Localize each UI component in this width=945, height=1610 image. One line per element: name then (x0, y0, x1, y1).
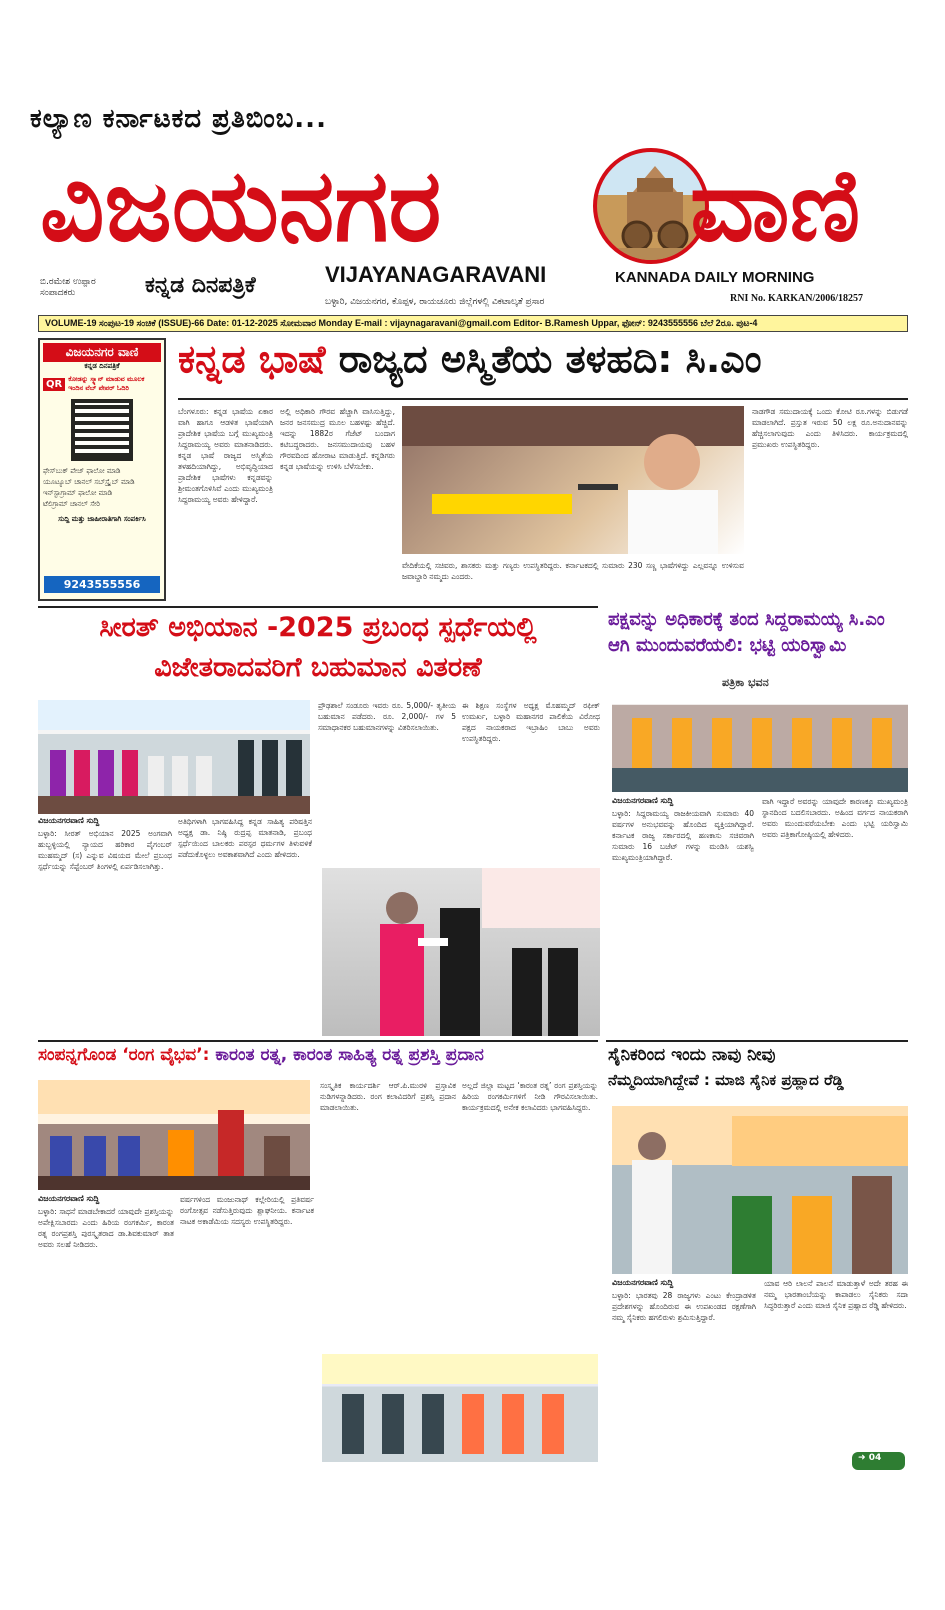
circulation-districts: ಬಳ್ಳಾರಿ, ವಿಜಯನಗರ, ಕೊಪ್ಪಳ, ರಾಯಚೂರು ಜಿಲ್ಲೆಗಳಲ್ಲಿ ವಿಕಟಾಲ್ಕತೆ ಪ್ರಸಾರ (325, 297, 545, 307)
page-number-badge[interactable] (852, 1452, 905, 1470)
promo-title: ವಿಜಯನಗರ ವಾಣಿ (43, 343, 161, 362)
qr-instructions: ಕೋಡನ್ನು ಸ್ಕ್ಯಾನ್ ಮಾಡುವ ಮೂಲಕ ಇಂದಿನ ವೆಬ್ ಪೇಪರ್ ಓದಿರಿ (68, 375, 145, 392)
editor-block (40, 277, 96, 299)
story2-col2-cont (178, 866, 316, 1036)
masthead-name-left: ವಿಜಯನಗರ (40, 146, 442, 264)
story4-col4: ಅಲ್ಲದೆ ಜಿಲ್ಲಾ ಮಟ್ಟದ ‘ಕಾರಂತ ರತ್ನ’ ರಂಗ ಪ್ರಶಸ್ತಿಯನ್ನು ಹಿರಿಯ ರಂಗಕರ್ಮಿಗಳಿಗೆ ನೀಡಿ ಗೌರವಿಸಲಾಯಿತು. ಕಾರ್ಯಕ್ರಮದಲ್ಲಿ ಅನೇಕ ಕಲಾವಿದರು ಭಾಗವಹಿಸಿದ್ದರು. (462, 1081, 598, 1112)
story4-col3: ಸಂಸ್ಕೃತಿಕ ಕಾರ್ಯದರ್ಶಿ ಆರ್.ಪಿ.ಮುರಳಿ ಪ್ರಸ್ತಾವಿಕ ನುಡಿಗಳನ್ನಾಡಿದರು. ರಂಗ ಕಲಾವಿದರಿಗೆ ಪ್ರಶಸ್ತಿ ಪ್ರದಾನ ಮಾಡಲಾಯಿತು. (320, 1081, 456, 1112)
story3-col1: ಬಳ್ಳಾರಿ: ಸಿದ್ದರಾಮಯ್ಯ ರಾಜಕೀಯವಾಗಿ ಸುಮಾರು 40 ವರ್ಷಗಳ ಅನುಭವವನ್ನು ಹೊಂದಿದ ವ್ಯಕ್ತಿಯಾಗಿದ್ದಾರೆ. ಕರ್ನಾಟಕ ರಾಜ್ಯ ಸರ್ಕಾರದಲ್ಲಿ ಹಣಕಾಸು ಸಚಿವರಾಗಿ ಸುಮಾರು 16 ಬಜೆಟ್ ಗಳನ್ನು ಮಂಡಿಸಿ ಯಶಸ್ವಿ ಮುಖ್ಯಮಂತ್ರಿಯಾಗಿದ್ದಾರೆ. (612, 809, 754, 862)
editor-role: ಸಂಪಾದಕರು (40, 288, 76, 298)
story4-headline (38, 1046, 598, 1066)
divider (606, 1040, 908, 1042)
story1-col1: ಬೆಂಗಳೂರು: ಕನ್ನಡ ಭಾಷೆಯ ಏಕಾರ ವಾಗಿ ಹಾಗೂ ಆಡಳಿತ ಭಾಷೆಯಾಗಿ ಪ್ರಾದೇಶಿಕ ಭಾಷೆಯ ಬಗ್ಗೆ ಮುಖ್ಯಮಂತ್ರಿ ಸಿದ್ದರಾಮಯ್ಯ ಅವರು ಮಾತನಾಡಿದರು. ಕನ್ನಡ ಭಾಷೆ ರಾಜ್ಯದ ಅಸ್ಮಿತೆಯ ತಳಹದಿಯಾಗಿದ್ದು, ಅಭಿವೃದ್ಧಿಯಾದ ಪ್ರಾದೇಶಿಕ ಭಾಷೆಗಳು ಕನ್ನಡವನ್ನು ಶ್ರೀಮಂತಗೊಳಿಸಿವೆ ಎಂದು ಮುಖ್ಯಮಂತ್ರಿ ಸಿದ್ದರಾಮಯ್ಯ ಅವರು ಹೇಳಿದ್ದಾರೆ. (178, 407, 273, 504)
story1-col4: ನಾಡಗೌಡ ಸಮುದಾಯಕ್ಕೆ ಒಂದು ಕೋಟಿ ರೂ.ಗಳನ್ನು ಬಿಡುಗಡೆ ಮಾಡಲಾಗಿದೆ. ಪ್ರಸ್ತುತ ಇರುವ 50 ಲಕ್ಷ ರೂ.ಅನುದಾನವನ್ನು ಹೆಚ್ಚಿಸಲಾಗುವುದು ಎಂದು ತಿಳಿಸಿದರು. ಕಾರ್ಯಕ್ರಮದಲ್ಲಿ ಪ್ರಮುಖರು ಉಪಸ್ಥಿತರಿದ್ದರು. (752, 407, 908, 449)
promo-phone[interactable]: 9243555556 (44, 576, 160, 593)
story3-col2: ವಾಗಿ ಇದ್ದಾರೆ ಅವರನ್ನು ಯಾವುದೇ ಕಾರಣಕ್ಕೂ ಮುಖ್ಯಮಂತ್ರಿ ಸ್ಥಾನದಿಂದ ಬದಲಿಸಬಾರದು. ಅಹಿಂದ ವರ್ಗದ ನಾಯಕರಾಗಿ ಅವರು ಮುಂದುವರೆಯಬೇಕು ಎಂದು ಭಟ್ಟಿ ಯರಿಸ್ವಾಮಿ ಅವರು ಪತ್ರಿಕಾಗೋಷ್ಠಿಯಲ್ಲಿ ಹೇಳಿದರು. (762, 797, 908, 839)
promo-line-telegram[interactable]: ಟೆಲಿಗ್ರಾಮ್ ಚಾನಲ್ ಸೇರಿ (43, 500, 100, 508)
divider (38, 606, 598, 608)
story2-col2: ಅತಿಥಿಗಳಾಗಿ ಭಾಗವಹಿಸಿದ್ದ ಕನ್ನಡ ಸಾಹಿತ್ಯ ಪರಿಷತ್ತಿನ ಅಧ್ಯಕ್ಷ ಡಾ. ನಿಷ್ಠಿ ರುದ್ರಪ್ಪ ಮಾತನಾಡಿ, ಪ್ರಬಂಧ ಸ್ಪರ್ಧೆಯಿಂದ ಬಾಲಕರು ಪರಸ್ಪರ ಧರ್ಮಗಳ ತಿಳುವಳಿಕೆ ಪಡೆದುಕೊಳ್ಳಲು ಅವಕಾಶವಾಗಿದೆ ಎಂದು ಹೇಳಿದರು. (178, 817, 312, 859)
editor-name: ಬಿ.ರಮೇಶ ಉಪ್ಪಾರ (40, 277, 96, 287)
story1-col2: ಅಲ್ಲಿ ಅಧಿಕಾರಿ ಗೌರವ ಹೆಚ್ಚಾಗಿ ವಾಸಿಸುತ್ತಿದ್ದು, ಜನರ ಜನಸಮುದ್ರ ಮೂಲ ಬಹಳಷ್ಟು ಹೆಚ್ಚಿದೆ. ಇದನ್ನು 1882ರ ಗೆಜೆಟ್ ಬಂದಾಗ ಕಟಿಬದ್ಧರಾದರು. ಜನಸಮುದಾಯವು ಬಹಳ ಗೌರವದಿಂದ ಹೋರಾಟ ಮಾಡುತ್ತಿದೆ. ಕನ್ನಡಿಗರು ಕನ್ನಡ ಭಾಷೆಯನ್ನು ಉಳಿಸಿ ಬೆಳೆಸಬೇಕು. (280, 407, 395, 471)
qr-code-icon[interactable] (71, 399, 133, 461)
story5-headline-line2: ನೆಮ್ಮದಿಯಾಗಿದ್ದೇವೆ : ಮಾಜಿ ಸೈನಿಕ ಪ್ರಹ್ಲಾದ ರೆಡ್ಡಿ (608, 1071, 844, 1089)
masthead-tagline: ಕಲ್ಯಾಣ ಕರ್ನಾಟಕದ ಪ್ರತಿಬಿಂಬ... (30, 104, 327, 134)
story1-headline (178, 338, 908, 382)
divider (38, 1040, 598, 1042)
story1-headline-red: ಕನ್ನಡ ಭಾಷೆ (178, 337, 326, 381)
promo-box (38, 338, 166, 601)
issue-info-bar: VOLUME-19 ಸಂಪುಟ-19 ಸಂಚಿಕೆ (ISSUE)-66 Date: 01-12-2025 ಸೋಮವಾರ Monday E-mail : vijaynagaravani@gmail.com Editor- B.Ramesh Uppar, ಫೋನ್: 9243555556 ಬೆಲೆ 2ರೂ. ಪುಟ-4 (38, 315, 908, 332)
story5-photo (612, 1106, 908, 1274)
arrow-right-icon: ➜ (858, 1453, 866, 1463)
masthead (40, 140, 910, 270)
story3-headline-line1: ಪಕ್ಷವನ್ನು ಅಧಿಕಾರಕ್ಕೆ ತಂದ ಸಿದ್ದರಾಮಯ್ಯ ಸಿ.ಎಂ (608, 609, 885, 630)
story2-headline-line1: ಸೀರತ್ ಅಭಿಯಾನ -2025 ಪ್ರಬಂಧ ಸ್ಪರ್ಧೆಯಲ್ಲಿ (99, 612, 537, 643)
story4-headline-black: ಕಾರಂತ ರತ್ನ, ಕಾರಂತ ಸಾಹಿತ್ಯ ರತ್ನ ಪ್ರಶಸ್ತಿ ಪ್ರದಾನ (215, 1045, 484, 1065)
story5-col1: ಬಳ್ಳಾರಿ: ಭಾರತವು 28 ರಾಜ್ಯಗಳು ಎಂಟು ಕೇಂದ್ರಾಡಳಿತ ಪ್ರದೇಶಗಳನ್ನು ಹೊಂದಿರುವ ಈ ಉಪಖಂಡದ ರಕ್ಷಣೆಗಾಗಿ ನಮ್ಮ ಸೈನಿಕರು ಹಗಲಿರುಳು ಶ್ರಮಿಸುತ್ತಿದ್ದಾರೆ. (612, 1291, 756, 1322)
story3-headline-line2: ಆಗಿ ಮುಂದುವರೆಯಲಿ: ಭಟ್ಟಿ ಯರಿಸ್ವಾಮಿ (608, 635, 847, 656)
divider (178, 398, 908, 400)
promo-line-facebook[interactable]: ಫೇಸ್‌ಬುಕ್ ಪೇಜ್ ಫಾಲೋ ಮಾಡಿ (43, 467, 121, 475)
story2-byline: ವಿಜಯನಗರವಾಣಿ ಸುದ್ದಿ (38, 816, 100, 825)
rni-number: RNI No. KARKAN/2006/18257 (730, 293, 864, 304)
story2-photo-stage (38, 700, 310, 814)
promo-subtitle: ಕನ್ನಡ ದಿನಪತ್ರಿಕೆ (84, 362, 120, 370)
promo-line-instagram[interactable]: ಇನ್‌ಸ್ಟಾಗ್ರಾಮ್ ಫಾಲೋ ಮಾಡಿ (43, 489, 113, 497)
page-number: 04 (868, 1453, 882, 1463)
story4-col2: ವರ್ಷಗಳಿಂದ ಮಂಜುನಾಥ್ ಕಲ್ಲೇರಿಯಲ್ಲಿ ಪ್ರತಿವರ್ಷ ರಂಗೋತ್ಸವ ನಡೆಸುತ್ತಿರುವುದು ಶ್ಲಾಘನೀಯ. ಕರ್ನಾಟಕ ನಾಟಕ ಅಕಾಡೆಮಿಯ ಸದಸ್ಯರು ಉಪಸ್ಥಿತರಿದ್ದರು. (180, 1195, 314, 1226)
story4-photo-stage (38, 1080, 310, 1190)
english-subtitle: KANNADA DAILY MORNING (615, 269, 815, 286)
story5-headline-line1: ಸೈನಿಕರಿಂದ ಇಂದು ನಾವು ನೀವು (608, 1045, 776, 1065)
story2-col3: ಪ್ರೌಢಶಾಲೆ ಸಂಡೂರು ಇವರು ರೂ. 5,000/- ತೃತೀಯ ಬಹುಮಾನ ಪಡೆದರು. ರೂ. 2,000/- ಗಳ 5 ಸಮಾಧಾನಕರ ಬಹುಮಾನಗಳನ್ನು ವಿತರಿಸಲಾಯಿತು. (318, 701, 456, 732)
story4-byline: ವಿಜಯನಗರವಾಣಿ ಸುದ್ದಿ (38, 1194, 100, 1203)
story2-headline-line2: ವಿಜೇತರಾದವರಿಗೆ ಬಹುಮಾನ ವಿತರಣೆ (154, 652, 482, 683)
story3-photo-label: ಪತ್ರಿಕಾ ಭವನ (722, 676, 769, 689)
story2-photo-award (322, 868, 600, 1036)
english-name: VIJAYANAGARAVANI (325, 262, 547, 287)
story4-photo-award (322, 1354, 598, 1462)
story4-headline-red: ಸಂಪನ್ನಗೊಂಡ ‘ರಂಗ ವೈಭವ’: (38, 1045, 210, 1065)
promo-contact-label: ಸುದ್ದಿ ಮತ್ತು ಜಾಹೀರಾತಿಗಾಗಿ ಸಂಪರ್ಕಿಸಿ (58, 515, 146, 523)
story1-photo (402, 406, 744, 554)
story1-col3: ವೇದಿಕೆಯಲ್ಲಿ ಸಚಿವರು, ಶಾಸಕರು ಮತ್ತು ಗಣ್ಯರು ಉಪಸ್ಥಿತರಿದ್ದರು. ಕರ್ನಾಟಕದಲ್ಲಿ ಸುಮಾರು 230 ಸಣ್ಣ ಭಾಷೆಗಳಿದ್ದು ಎಲ್ಲವನ್ನೂ ಉಳಿಸುವ ಜವಾಬ್ದಾರಿ ನಮ್ಮದು ಎಂದರು. (402, 561, 744, 581)
masthead-name-right: ವಾಣಿ (690, 146, 861, 264)
story5-col2: ಯಾವ ಆರಿ ಲಾಲನೆ ಪಾಲನೆ ಮಾಡುತ್ತಾಳೆ ಅದೇ ತರಹ ಈ ನಮ್ಮ ಭಾರತಾಂಬೆಯನ್ನು ಕಾಪಾಡಲು ಸೈನಿಕರು ಸದಾ ಸಿದ್ಧರಿರುತ್ತಾರೆ ಎಂದು ಮಾಜಿ ಸೈನಿಕ ಪ್ರಹ್ಲಾದ ರೆಡ್ಡಿ ಹೇಳಿದರು. (764, 1279, 908, 1310)
story4-col1: ಬಳ್ಳಾರಿ: ಸಾಧನೆ ಮಾಡಬೇಕಾದರೆ ಯಾವುದೇ ಪ್ರಶಸ್ತಿಯನ್ನು ಅಪೇಕ್ಷಿಸಬಾರದು ಎಂದು ಹಿರಿಯ ರಂಗಕರ್ಮಿ, ಕಾರಂತ ರತ್ನ ರಂಗಪ್ರಶಸ್ತಿ ಪುರಸ್ಕೃತರಾದ ಡಾ.ಶಿವಕುಮಾರ್ ತಾತ ಅವರು ಸಲಹೆ ನೀಡಿದರು. (38, 1207, 174, 1249)
kannada-daily-label: ಕನ್ನಡ ದಿನಪತ್ರಿಕೆ (145, 273, 256, 298)
qr-label: QR (43, 378, 65, 391)
story3-byline: ವಿಜಯನಗರವಾಣಿ ಸುದ್ದಿ (612, 796, 674, 805)
story2-col1: ಬಳ್ಳಾರಿ: ಸೀರತ್ ಅಭಿಯಾನ 2025 ಅಂಗವಾಗಿ ಹುಬ್ಬಳ್ಳಿಯಲ್ಲಿ ನ್ಯಾಯದ ಹರಿಕಾರ ಪೈಗಂಬರ್ ಮುಹಮ್ಮದ್ (ಸ) ಎನ್ನುವ ವಿಷಯದ ಮೇಲೆ ಪ್ರಬಂಧ ಸ್ಪರ್ಧೆಯನ್ನು ಸೆಪ್ಟೆಂಬರ್ ತಿಂಗಳಲ್ಲಿ ಏರ್ಪಡಿಸಲಾಗಿತ್ತು. (38, 829, 172, 871)
promo-line-youtube[interactable]: ಯೂಟ್ಯೂಬ್ ಚಾನಲ್ ಸಬ್‌ಸ್ಕ್ರೈಬ್ ಮಾಡಿ (43, 478, 135, 486)
story3-photo (612, 668, 908, 792)
story5-byline: ವಿಜಯನಗರವಾಣಿ ಸುದ್ದಿ (612, 1278, 674, 1287)
story2-col4: ಈ ಶಿಕ್ಷಣ ಸಂಸ್ಥೆಗಳ ಅಧ್ಯಕ್ಷ ಮೊಹಮ್ಮದ್ ರಫೀಕ್ ಉಮರ್ಖ, ಬಳ್ಳಾರಿ ಮಹಾನಗರ ಪಾಲಿಕೆಯ ವಿರೋಧ ಪಕ್ಷದ ನಾಯಕರಾದ ಇಬ್ರಾಹಿಂ ಬಾಬು ಅವರು ಉಪಸ್ಥಿತರಿದ್ದರು. (462, 701, 600, 743)
story1-headline-black: ರಾಜ್ಯದ ಅಸ್ಮಿತೆಯ ತಳಹದಿ: ಸಿ.ಎಂ (338, 337, 762, 381)
